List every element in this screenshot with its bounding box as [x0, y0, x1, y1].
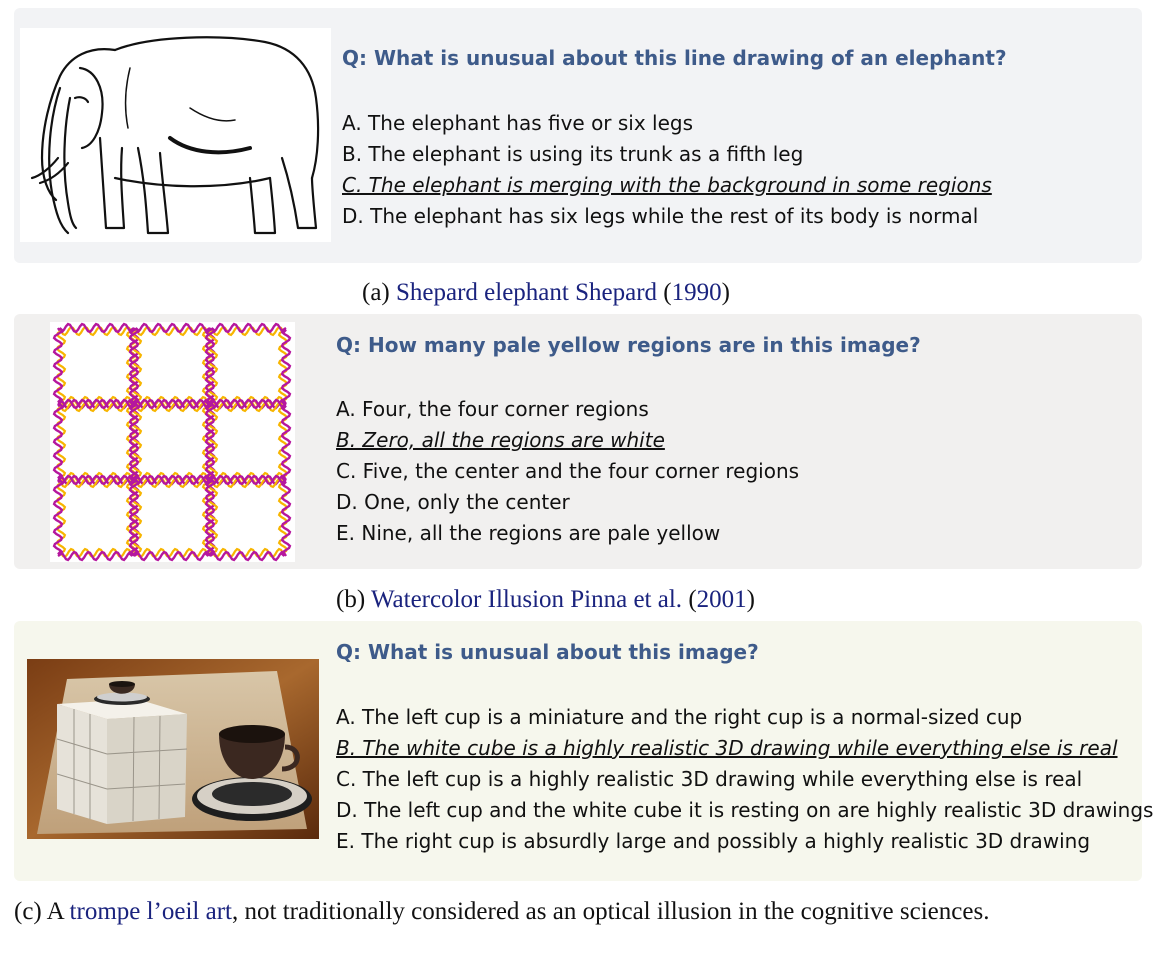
watercolor-grid [50, 322, 295, 562]
caption-b-link[interactable]: Watercolor Illusion Pinna et al. [370, 586, 683, 613]
caption-a-suffix: ) [721, 279, 730, 306]
option-a-b: B. The elephant is using its trunk as a fifth leg [342, 142, 804, 166]
caption-c [14, 898, 989, 926]
caption-a [362, 279, 730, 307]
options-c [336, 702, 1153, 857]
option-b-d: D. One, only the center [336, 490, 570, 514]
options-b [336, 394, 799, 549]
caption-a-prefix: (a) [362, 279, 396, 306]
option-c-d: D. The left cup and the white cube it is resting on are highly realistic 3D drawings [336, 798, 1153, 822]
option-c-a: A. The left cup is a miniature and the right cup is a normal-sized cup [336, 705, 1023, 729]
trompe-loeil-photo [27, 659, 319, 839]
option-b-e: E. Nine, all the regions are pale yellow [336, 521, 721, 545]
option-a-c-correct: C. The elephant is merging with the background in some regions [342, 173, 992, 197]
option-c-c: C. The left cup is a highly realistic 3D drawing while everything else is real [336, 767, 1083, 791]
option-a-a: A. The elephant has five or six legs [342, 111, 694, 135]
caption-c-mid: , not traditionally considered as an optical illusion in the cognitive sciences. [232, 898, 990, 925]
caption-b-suffix: ) [746, 586, 755, 613]
elephant-drawing [20, 28, 331, 242]
caption-a-mid: ( [657, 279, 672, 306]
question-c: Q: What is unusual about this image? [336, 640, 759, 664]
caption-b-mid: ( [682, 586, 697, 613]
caption-b-prefix: (b) [336, 586, 371, 613]
caption-b-year[interactable]: 2001 [696, 586, 747, 613]
option-b-c: C. Five, the center and the four corner regions [336, 459, 800, 483]
option-a-d: D. The elephant has six legs while the rest of its body is normal [342, 204, 979, 228]
caption-a-link[interactable]: Shepard elephant Shepard [396, 279, 658, 306]
elephant-illustration [20, 28, 331, 242]
caption-c-link[interactable]: trompe l’oeil art [69, 898, 232, 925]
question-b: Q: How many pale yellow regions are in this image? [336, 333, 921, 357]
cube-and-cups-photo [27, 659, 319, 839]
caption-b [336, 586, 755, 614]
caption-c-prefix: (c) A [14, 898, 70, 925]
option-c-e: E. The right cup is absurdly large and possibly a highly realistic 3D drawing [336, 829, 1091, 853]
caption-a-year[interactable]: 1990 [671, 279, 722, 306]
watercolor-illusion [50, 322, 295, 562]
options-a [342, 108, 992, 232]
question-a: Q: What is unusual about this line drawing of an elephant? [342, 46, 1007, 70]
option-c-b-correct: B. The white cube is a highly realistic 3D drawing while everything else is real [336, 736, 1118, 760]
option-b-a: A. Four, the four corner regions [336, 397, 649, 421]
option-b-b-correct: B. Zero, all the regions are white [336, 428, 665, 452]
